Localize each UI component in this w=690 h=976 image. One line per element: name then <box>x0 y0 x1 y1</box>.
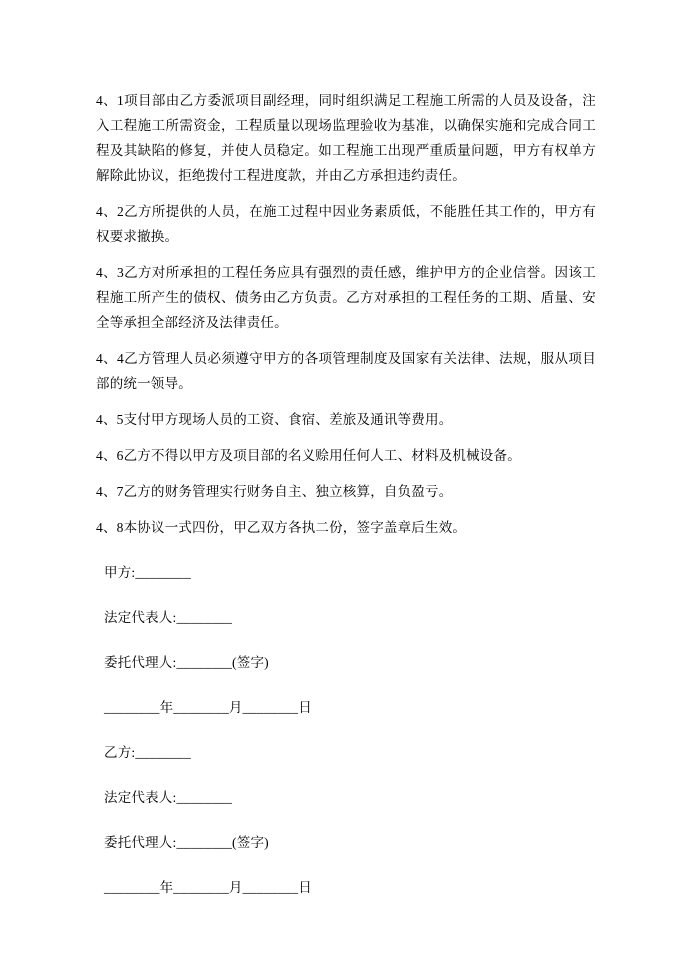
party-a-legal-representative-line: 法定代表人:________ <box>104 610 233 625</box>
signature-block-party-a <box>96 560 596 720</box>
party-a-authorized-agent-line: 委托代理人:________(签字) <box>104 655 269 670</box>
clause-4-8: 4、8本协议一式四份，甲乙双方各执二份，签字盖章后生效。 <box>96 520 467 535</box>
party-b-authorized-agent-line: 委托代理人:________(签字) <box>104 835 269 850</box>
document-body <box>96 88 596 920</box>
party-a-date-line: ________年________月________日 <box>104 700 312 715</box>
clause-4-5: 4、5支付甲方现场人员的工资、食宿、差旅及通讯等费用。 <box>96 412 453 427</box>
clause-4-4: 4、4乙方管理人员必须遵守甲方的各项管理制度及国家有关法律、法规，服从项目部的统一领导。 <box>96 351 596 391</box>
party-b-date-line: ________年________月________日 <box>104 880 312 895</box>
clause-4-2: 4、2乙方所提供的人员，在施工过程中因业务素质低，不能胜任其工作的，甲方有权要求撤换。 <box>96 204 596 244</box>
clause-4-6: 4、6乙方不得以甲方及项目部的名义赊用任何人工、材料及机械设备。 <box>96 448 521 463</box>
party-b-name-line: 乙方:________ <box>104 745 191 760</box>
clause-4-1: 4、1项目部由乙方委派项目副经理，同时组织满足工程施工所需的人员及设备，注入工程施工所需资金，工程质量以现场监理验收为基准，以确保实施和完成合同工程及其缺陷的修复，并使人员稳定。如工程施工出现严重质量问题，甲方有权单方解除此协议，拒绝拨付工程进度款，并由乙方承担违约责任。 <box>96 93 596 183</box>
party-b-legal-representative-line: 法定代表人:________ <box>104 790 233 805</box>
party-a-name-line: 甲方:________ <box>104 565 191 580</box>
signature-block-party-b <box>96 740 596 900</box>
clause-4-7: 4、7乙方的财务管理实行财务自主、独立核算，自负盈亏。 <box>96 484 453 499</box>
clause-4-3: 4、3乙方对所承担的工程任务应具有强烈的责任感，维护甲方的企业信誉。因该工程施工所产生的债权、债务由乙方负责。乙方对承担的工程任务的工期、盾量、安全等承担全部经济及法律责任。 <box>96 265 596 330</box>
